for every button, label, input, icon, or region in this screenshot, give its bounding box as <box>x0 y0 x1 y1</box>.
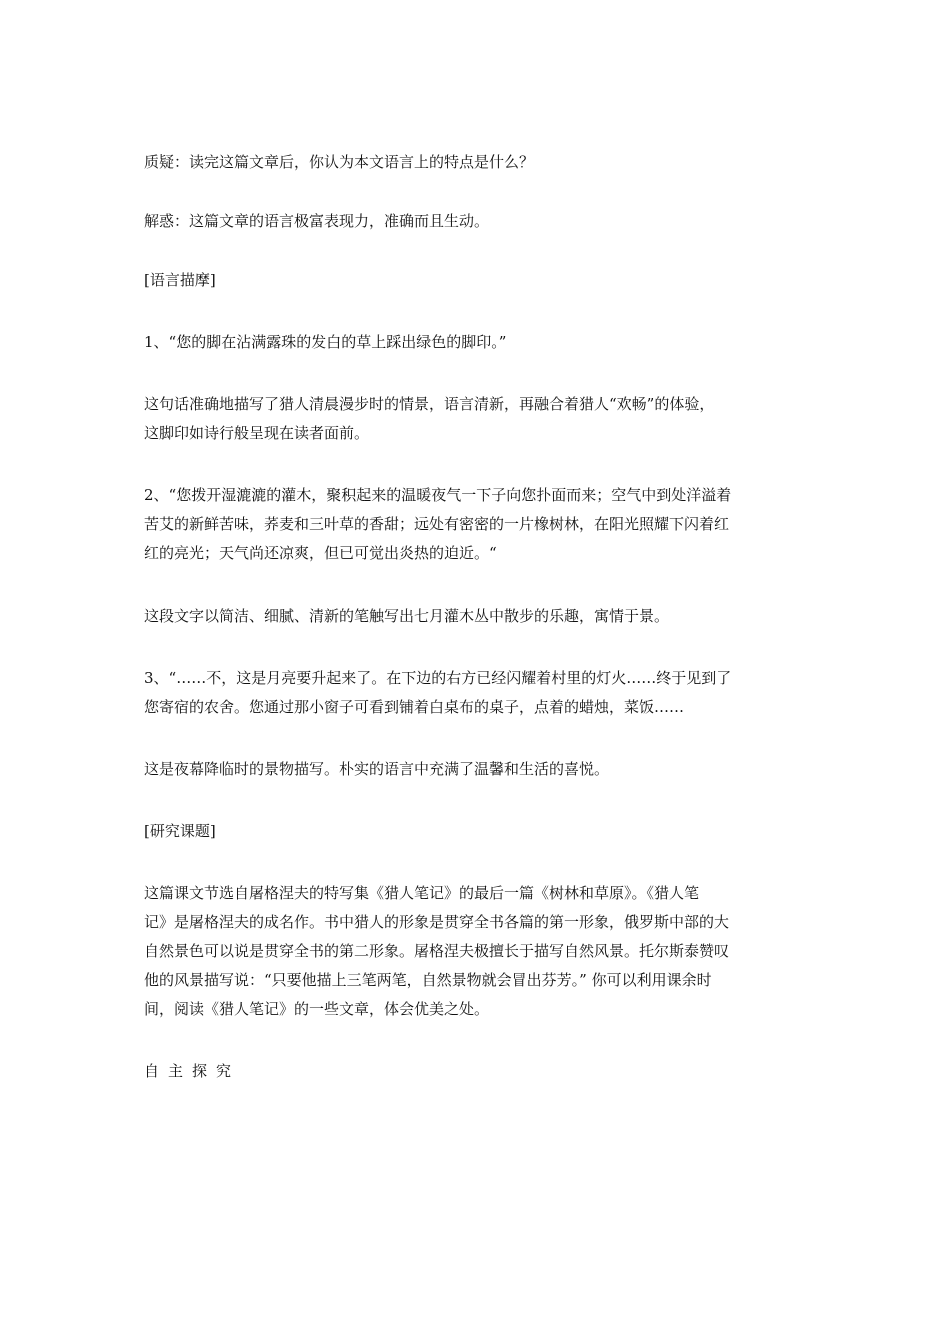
item2-comment: 这段文字以简洁、细腻、清新的笔触写出七月灌木丛中散步的乐趣，寓情于景。 <box>144 607 670 625</box>
question-text: 质疑：读完这篇文章后，你认为本文语言上的特点是什么？ <box>144 153 535 171</box>
research-line: 这篇课文节选自屠格涅夫的特写集《猎人笔记》的最后一篇《树林和草原》。《猎人笔 <box>144 884 700 902</box>
item1-comment <box>144 390 808 448</box>
item2-quote <box>144 481 808 568</box>
item3-quote-line: 3、“……不，这是月亮要升起来了。在下边的右方已经闪耀着村里的灯火……终于见到了 <box>144 669 732 687</box>
research-paragraph <box>144 879 808 1024</box>
section-heading-research: [研究课题] <box>144 822 216 840</box>
item3-quote-line: 您寄宿的农舍。您通过那小窗子可看到铺着白桌布的桌子，点着的蜡烛，菜饭…… <box>144 698 685 716</box>
item2-quote-line: 苦艾的新鲜苦味，荞麦和三叶草的香甜；远处有密密的一片橡树林，在阳光照耀下闪着红 <box>144 515 730 533</box>
document-page <box>144 148 808 1086</box>
item3-quote <box>144 664 808 722</box>
item1-comment-line: 这脚印如诗行般呈现在读者面前。 <box>144 424 370 442</box>
section-heading-self-study: 自主探究 <box>144 1062 241 1080</box>
section-heading-language: [语言描摩] <box>144 271 216 289</box>
research-line: 自然景色可以说是贯穿全书的第二形象。屠格涅夫极擅长于描写自然风景。托尔斯泰赞叹 <box>144 942 730 960</box>
item3-comment: 这是夜幕降临时的景物描写。朴实的语言中充满了温馨和生活的喜悦。 <box>144 760 610 778</box>
answer-text: 解惑：这篇文章的语言极富表现力，准确而且生动。 <box>144 212 490 230</box>
research-line: 他的风景描写说：“只要他描上三笔两笔，自然景物就会冒出芬芳。” 你可以利用课余时 <box>144 971 712 989</box>
research-line: 记》是屠格涅夫的成名作。书中猎人的形象是贯穿全书各篇的第一形象，俄罗斯中部的大 <box>144 913 730 931</box>
item2-quote-line: 2、“您拨开湿漉漉的灌木，聚积起来的温暖夜气一下子向您扑面而来；空气中到处洋溢着 <box>144 486 732 504</box>
item1-comment-line: 这句话准确地描写了猎人清晨漫步时的情景，语言清新，再融合着猎人“欢畅”的体验， <box>144 395 715 413</box>
item2-quote-line: 红的亮光；天气尚还凉爽，但已可觉出炎热的迫近。“ <box>144 544 497 562</box>
item1-quote: 1、“您的脚在沾满露珠的发白的草上踩出绿色的脚印。” <box>144 333 507 351</box>
research-line: 间，阅读《猎人笔记》的一些文章，体会优美之处。 <box>144 1000 490 1018</box>
